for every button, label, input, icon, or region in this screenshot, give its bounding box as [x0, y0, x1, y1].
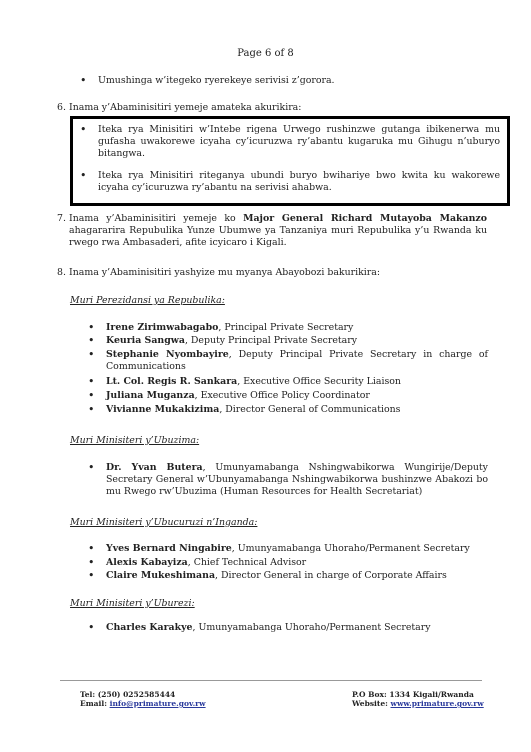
footer-email-row: [80, 699, 206, 708]
list-item: [88, 570, 488, 582]
person-role: , Executive Office Security Liaison: [237, 376, 401, 387]
bullet-icon: •: [88, 389, 95, 402]
item-text: [69, 213, 487, 250]
person-role: , Director General in charge of Corporate Affairs: [215, 570, 447, 581]
footer-po-box: P.O Box: 1334 Kigali/Rwanda: [352, 690, 474, 699]
item-text-end: ahagararira Repubulika Yunze Ubumwe ya Tanzaniya muri Repubulika y’u Rwanda ku rwego rwa Ambasaderi, afite icyicaro i Kigali.: [69, 225, 487, 249]
person-role: , Director General of Communications: [219, 404, 401, 415]
item-text: Inama y’Abaminisitiri yashyize mu myanya Abayobozi bakurikira:: [69, 267, 381, 278]
footer-right: [352, 690, 484, 708]
footer-website-label: Website:: [352, 699, 391, 708]
list-item-text: Umushinga w’itegeko ryerekeye serivisi z’gorora.: [98, 75, 335, 86]
item-number: 8.: [57, 267, 66, 278]
person-role: , Umunyamabanga Nshingwabikorwa Wungirije/Deputy Secretary General w’Ubunyamabanga Nshingwabikorwa bushinzwe Abakozi bo mu Rwego rw’Ubuzima (Human Resources for Health Secretariat): [106, 462, 488, 498]
list-item: [88, 390, 488, 402]
footer-divider: [60, 680, 482, 681]
section-heading: Muri Perezidansi ya Repubulika:: [70, 295, 225, 306]
list-item: [88, 404, 488, 416]
list-item-text: Iteka rya Minisitiri riteganya ubundi buryo bwihariye bwo kwita ku wakorewe icyaha cy’icuruzwa ry’abantu na serivisi ahabwa.: [98, 170, 500, 194]
person-role: , Deputy Principal Private Secretary: [184, 335, 358, 346]
list-item: [80, 170, 500, 194]
list-item: [80, 124, 500, 161]
person-name: Yves Bernard Ningabire: [106, 543, 232, 554]
bullet-icon: •: [88, 556, 95, 569]
bullet-icon: •: [80, 74, 87, 87]
list-item: [88, 322, 488, 334]
person-name: Lt. Col. Regis R. Sankara: [106, 376, 238, 387]
person-name: Charles Karakye: [106, 622, 193, 633]
list-item: [80, 75, 500, 87]
footer-email-link[interactable]: info@primature.gov.rw: [109, 699, 206, 708]
bullet-icon: •: [88, 621, 95, 634]
section-heading: Muri Minisiteri y’Ubuzima:: [70, 435, 200, 446]
person-role: , Umunyamabanga Uhoraho/Permanent Secretary: [192, 622, 431, 633]
person-role: , Deputy Principal Private Secretary in charge of Communications: [106, 349, 488, 373]
footer-left: [80, 690, 206, 708]
bullet-icon: •: [88, 375, 95, 388]
person-name: Claire Mukeshimana: [106, 570, 216, 581]
footer-website-row: [352, 699, 484, 708]
bullet-icon: •: [80, 169, 87, 182]
person-name: Irene Zirimwabagabo: [106, 322, 219, 333]
bullet-icon: •: [80, 123, 87, 136]
list-item-text: Iteka rya Minisitiri w’Intebe rigena Urwego rushinzwe gutanga ibikenerwa mu gufasha uwakorewe icyaha cy’icuruzwa ry’abantu kugaruka mu Gihugu n’uburyo bitangwa.: [98, 124, 500, 160]
person-role: , Chief Technical Advisor: [187, 557, 307, 568]
item-text-start: Inama y’Abaminisitiri yemeje ko: [69, 213, 244, 224]
item-number: 6.: [57, 102, 66, 113]
item-text: Inama y’Abaminisitiri yemeje amateka akurikira:: [69, 102, 302, 113]
person-role: , Umunyamabanga Uhoraho/Permanent Secretary: [231, 543, 470, 554]
bullet-icon: •: [88, 569, 95, 582]
person-name: Vivianne Mukakizima: [106, 404, 220, 415]
numbered-item-7: [57, 213, 487, 250]
numbered-item-6: [57, 102, 487, 114]
list-item: [88, 543, 488, 555]
person-name: Stephanie Nyombayire: [106, 349, 229, 360]
bullet-icon: •: [88, 461, 95, 474]
person-name: Alexis Kabayiza: [106, 557, 188, 568]
person-name: Juliana Muganza: [106, 390, 195, 401]
section-heading: Muri Minisiteri y’Uburezi:: [70, 598, 195, 609]
bullet-icon: •: [88, 403, 95, 416]
person-role: , Executive Office Policy Coordinator: [194, 390, 370, 401]
bullet-icon: •: [88, 348, 95, 361]
numbered-item-8: [57, 267, 487, 279]
footer-tel: Tel: (250) 0252585444: [80, 690, 176, 699]
bullet-icon: •: [88, 334, 95, 347]
section-heading: Muri Minisiteri y’Ubucuruzi n’Inganda:: [70, 517, 258, 528]
person-role: , Principal Private Secretary: [218, 322, 354, 333]
ambassador-name: Major General Richard Mutayoba Makanzo: [243, 213, 487, 224]
footer-email-label: Email:: [80, 699, 110, 708]
bullet-icon: •: [88, 542, 95, 555]
list-item: [88, 335, 488, 347]
person-name: Keuria Sangwa: [106, 335, 185, 346]
list-item: [88, 376, 488, 388]
page-number: Page 6 of 8: [237, 48, 294, 59]
footer-website-link[interactable]: www.primature.gov.rw: [390, 699, 484, 708]
list-item: [88, 557, 488, 569]
bullet-icon: •: [88, 321, 95, 334]
item-number: 7.: [57, 213, 66, 224]
list-item: [88, 622, 488, 634]
person-name: Dr. Yvan Butera: [106, 462, 203, 473]
list-item: [88, 462, 488, 499]
list-item: [88, 349, 488, 373]
